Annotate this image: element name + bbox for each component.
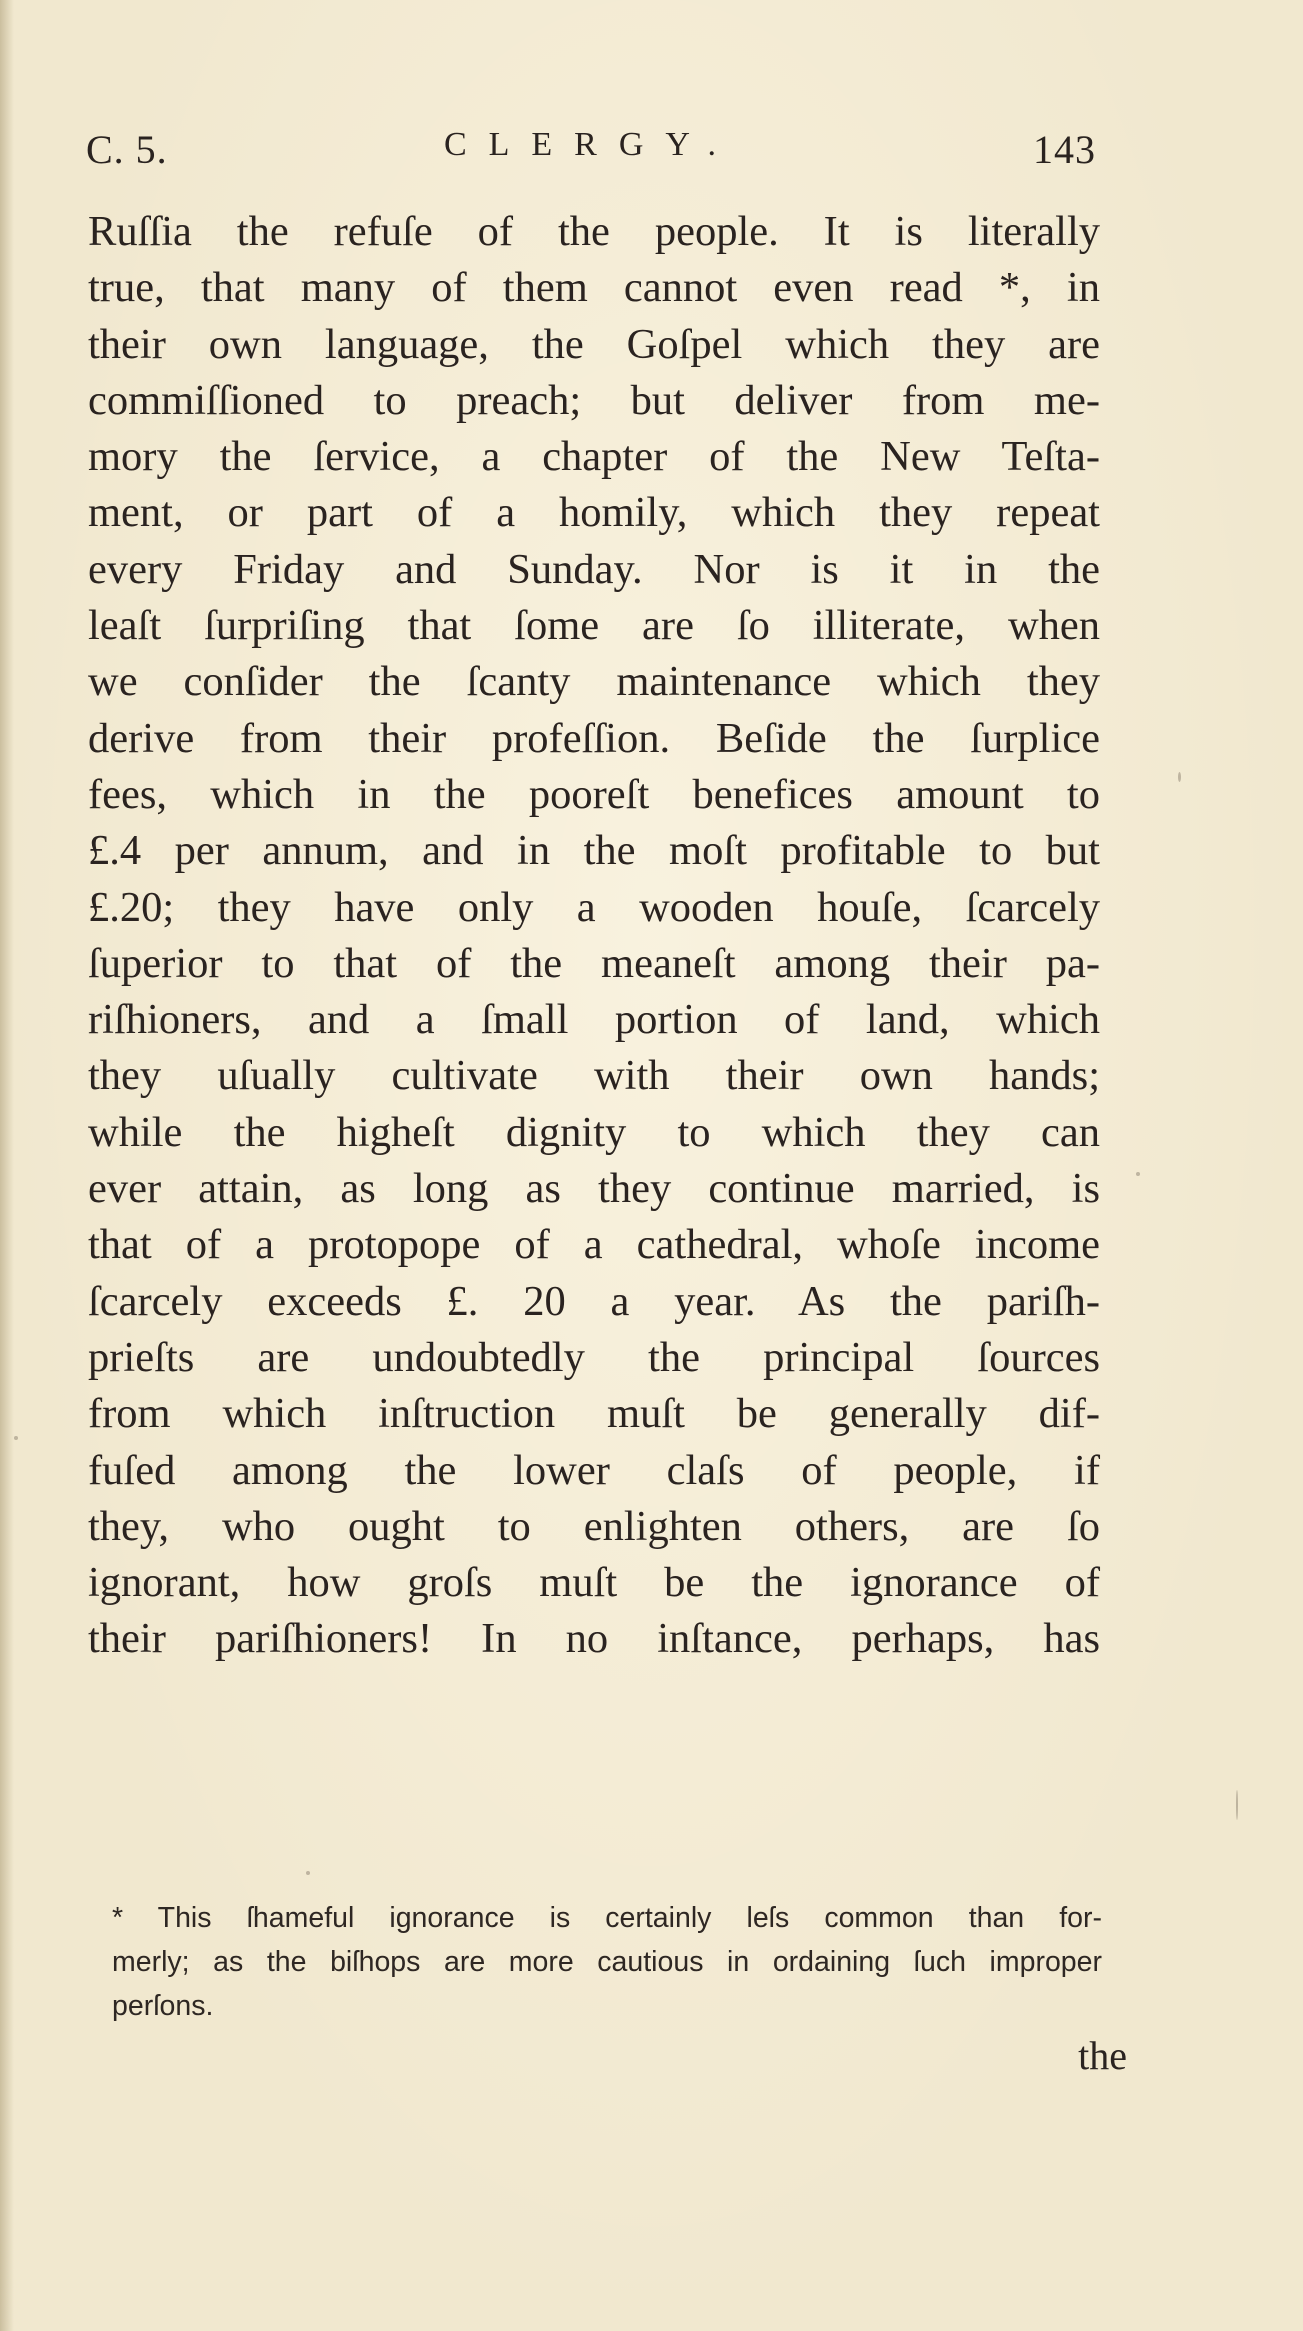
text-line: derive from their profeſſion. Beſide the ſurplice [88, 714, 1100, 762]
running-header [86, 120, 1096, 180]
text-line: every Friday and Sunday. Nor is it in the [88, 545, 1100, 593]
catchword: the [1078, 2033, 1127, 2078]
running-title: CLERGY. [443, 126, 739, 163]
text-line: £.20; they have only a wooden houſe, ſcarcely [88, 883, 1100, 931]
footnote-line: merly; as the biſhops are more cautious in ordaining ſuch improper [112, 1946, 1102, 1978]
text-line: ignorant, how groſs muſt be the ignorance of [88, 1559, 1100, 1607]
text-line: fuſed among the lower claſs of people, if [88, 1446, 1100, 1494]
text-line: mory the ſervice, a chapter of the New Teſta- [88, 433, 1100, 481]
text-line: prieſts are undoubtedly the principal ſources [88, 1333, 1100, 1381]
page-number: 143 [1033, 127, 1096, 172]
text-line: ſuperior to that of the meaneſt among their pa- [88, 939, 1100, 987]
text-line: that of a protopope of a cathedral, whoſe income [88, 1221, 1100, 1269]
text-line: true, that many of them cannot even read *, in [88, 264, 1100, 312]
footnote-line: perſons. [112, 1990, 214, 2022]
page-edge-shadow [0, 0, 14, 2331]
text-line: their pariſhioners! In no inſtance, perhaps, has [88, 1615, 1100, 1663]
chapter-marker: C. 5. [86, 127, 168, 172]
paper-speck [1178, 772, 1181, 782]
text-line: ment, or part of a homily, which they repeat [88, 489, 1100, 537]
text-line: commiſſioned to preach; but deliver from me- [88, 376, 1100, 424]
text-line: from which inſtruction muſt be generally dif- [88, 1390, 1100, 1438]
text-line: they, who ought to enlighten others, are ſo [88, 1502, 1100, 1550]
footnote [112, 1896, 1102, 2028]
text-line: riſhioners, and a ſmall portion of land, which [88, 996, 1100, 1044]
text-line: Ruſſia the refuſe of the people. It is literally [88, 208, 1100, 255]
text-line: while the higheſt dignity to which they can [88, 1108, 1100, 1156]
paper-speck [1236, 1790, 1238, 1820]
text-line: we conſider the ſcanty maintenance which they [88, 658, 1100, 706]
paper-speck [1136, 1172, 1140, 1176]
text-line: £.4 per annum, and in the moſt profitable to but [88, 827, 1100, 875]
footnote-line: * This ſhameful ignorance is certainly leſs common than for- [112, 1902, 1102, 1934]
paper-speck [306, 1871, 310, 1875]
body-text [88, 204, 1100, 1668]
paper-speck [14, 1436, 18, 1440]
text-line: ſcarcely exceeds £. 20 a year. As the pariſh- [88, 1277, 1100, 1325]
text-line: their own language, the Goſpel which they are [88, 320, 1100, 368]
text-line: fees, which in the pooreſt benefices amount to [88, 770, 1100, 818]
text-line: leaſt ſurpriſing that ſome are ſo illiterate, when [88, 602, 1100, 650]
text-line: ever attain, as long as they continue married, is [88, 1165, 1100, 1213]
text-line: they uſually cultivate with their own hands; [88, 1052, 1100, 1100]
